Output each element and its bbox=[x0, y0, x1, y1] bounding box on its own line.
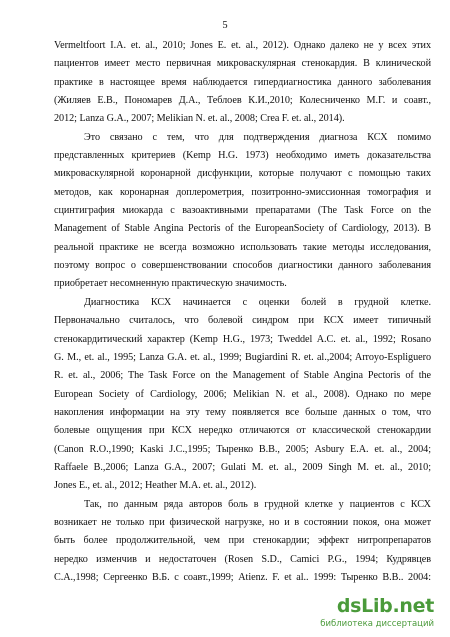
text-line: сцинтиграфия миокарда с вазоактивными препаратами (The Task Force on the bbox=[54, 205, 431, 217]
text-line: G. M., et. al., 1995; Lanza G.A. et. al., 1999; Bugiardini R. et. al.,2004; Arroyo-Espliguero bbox=[54, 351, 431, 363]
text-line: (Canon R.O.,1990; Kaski J.C.,1995; Тыренко В.В., 2005; Asbury E.A. et. al., 2004; bbox=[54, 443, 431, 455]
text-line: Management of Stable Angina Pectoris of the EuropeanSociety of Cardiology, 2013). В bbox=[54, 223, 431, 235]
text-line: Первоначально считалось, что болевой синдром при КСХ имеет типичный bbox=[54, 315, 431, 327]
text-line: Jones E., et. al., 2012; Heather M.A. et. al., 2012). bbox=[54, 480, 257, 492]
text-line: возникает не только при физической нагрузке, но и в состоянии покоя, она может bbox=[54, 516, 431, 528]
text-line: 2012; Lanza G.A., 2007; Melikian N. et. al., 2008; Crea F. et. al., 2014). bbox=[54, 113, 345, 125]
watermark-subtitle: библиотека диссертаций bbox=[320, 619, 434, 629]
text-line: накопления информации на эту тему появляется все больше данных о том, что bbox=[54, 406, 431, 418]
text-line: R. et. al., 2006; The Task Force on the Management of Stable Angina Pectoris of the bbox=[54, 370, 431, 382]
page-number: 5 bbox=[222, 20, 228, 31]
text-line: пациентов имеет место первичная микроваскулярная стенокардия. В клинической bbox=[54, 58, 431, 70]
text-line: болевые ощущения при КСХ нередко отличаются от классической стенокардии bbox=[54, 425, 431, 437]
paragraph-3 bbox=[54, 294, 431, 496]
text-line: Так, по данным ряда авторов боль в грудной клетке у пациентов с КСХ bbox=[84, 498, 431, 510]
paragraph-4 bbox=[54, 496, 431, 588]
text-line: (Жиляев Е.В., Пономарев Д.А., Теблоев К.И.,2010; Колесниченко М.Г. и соавт., bbox=[54, 95, 431, 107]
text-line: Vermeltfoort I.A. et. al., 2010; Jones E. et. al., 2012). Однако далеко не у всех этих bbox=[54, 40, 431, 51]
text-line: методов, как коронарная доплерометрия, позитронно-эмиссионная томография и bbox=[54, 186, 431, 198]
text-line: микроваскулярной коронарной дисфункции, которые получают с помощью таких bbox=[54, 168, 431, 180]
watermark-logo: dsLib.net bbox=[336, 595, 434, 617]
text-line: быть более продолжительной, чем при стенокардии; эффект нитропрепаратов bbox=[54, 535, 431, 547]
text-line: нередко изменчив и недостаточен (Rosen S.D., Camici P.G., 1994; Кудрявцев bbox=[54, 553, 431, 565]
text-line: European Society of Cardiology, 2006; Melikian N. et al., 2008). Однако по мере bbox=[54, 388, 431, 400]
paragraph-2 bbox=[54, 129, 431, 294]
text-line: реальной практике не всегда возможно использовать такие методы исследования, bbox=[54, 241, 431, 253]
document-body bbox=[54, 37, 431, 587]
text-line: С.А.,1998; Сергеенко В.Б. с соавт.,1999; Atienz. F. et al.. 1999: Тыренко В.В.. 2004: bbox=[54, 571, 431, 583]
paragraph-1 bbox=[54, 37, 431, 129]
site-watermark[interactable] bbox=[309, 595, 434, 631]
text-line: Это связано с тем, что для подтверждения диагноза КСХ помимо bbox=[84, 131, 431, 143]
text-line: Диагностика КСХ начинается с оценки болей в грудной клетке. bbox=[84, 296, 431, 308]
text-line: Raffaele B.,2006; Lanza G.A., 2007; Gulati M. et. al., 2009 Singh M. et. al., 2010; bbox=[54, 461, 431, 473]
text-line: приобретает несомненную практическую значимость. bbox=[54, 278, 287, 290]
text-line: практике в настоящее время наблюдается гипердиагностика данного заболевания bbox=[54, 76, 431, 88]
text-line: стенокардитический характер (Kemp H.G., 1973; Tweddel A.C. et. al., 1992; Rosano bbox=[54, 333, 431, 345]
text-line: представленных критериев (Kemp H.G. 1973) необходимо иметь доказательства bbox=[54, 150, 431, 162]
text-line: поэтому вопрос о совершенствовании способов диагностики данного заболевания bbox=[54, 260, 431, 272]
